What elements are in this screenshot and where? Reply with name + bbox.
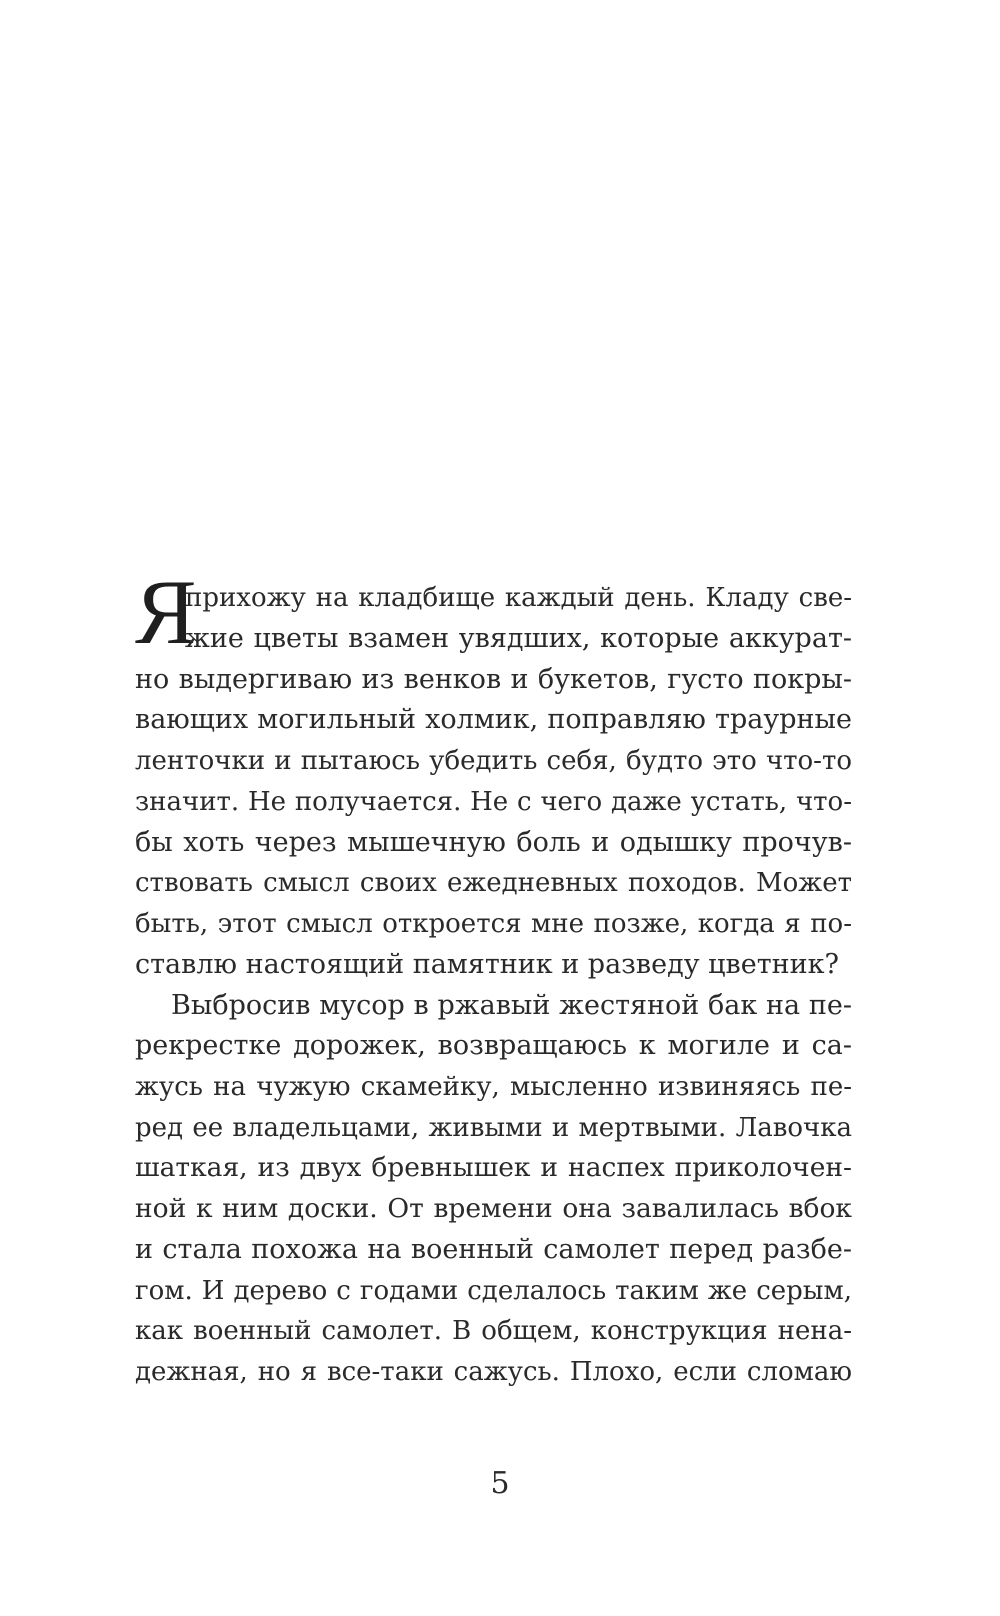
text-line: ствовать смысл своих ежедневных походов. Может	[135, 868, 852, 898]
text-line: значит. Не получается. Не с чего даже устать, что-	[135, 787, 852, 817]
text-line: ленточки и пытаюсь убедить себя, будто это что-то	[135, 746, 852, 776]
text-line: рекрестке дорожек, возвращаюсь к могиле и са-	[135, 1030, 852, 1061]
text-line: жие цветы взамен увядших, которые аккурат-	[185, 623, 852, 654]
text-line: ред ее владельцами, живыми и мертвыми. Лавочка	[135, 1113, 852, 1143]
text-line: шаткая, из двух бревнышек и наспех приколочен-	[135, 1152, 852, 1183]
drop-cap-letter: Я	[135, 561, 197, 663]
text-line-last: ставлю настоящий памятник и разведу цветник?	[135, 949, 840, 980]
text-line: как военный самолет. В общем, конструкция нена-	[135, 1316, 852, 1346]
text-line: и стала похожа на военный самолет перед разбе-	[135, 1234, 852, 1265]
page-number: 5	[490, 1466, 510, 1501]
text-line: прихожу на кладбище каждый день. Кладу све-	[185, 583, 852, 613]
text-line: гом. И дерево с годами сделалось таким же серым,	[135, 1276, 852, 1306]
text-line: дежная, но я все-таки сажусь. Плохо, если сломаю	[135, 1357, 852, 1387]
text-line-indent: Выбросив мусор в ржавый жестяной бак на пе-	[171, 990, 852, 1021]
text-line: жусь на чужую скамейку, мысленно извиняясь пе-	[135, 1072, 852, 1102]
text-line: бы хоть через мышечную боль и одышку прочув-	[135, 827, 852, 858]
text-line: вающих могильный холмик, поправляю траурные	[135, 704, 852, 735]
text-line: ной к ним доски. От времени она завалилась вбок	[135, 1193, 852, 1224]
text-line: но выдергиваю из венков и букетов, густо покры-	[135, 664, 852, 695]
text-line: быть, этот смысл откроется мне позже, когда я по-	[135, 909, 852, 939]
